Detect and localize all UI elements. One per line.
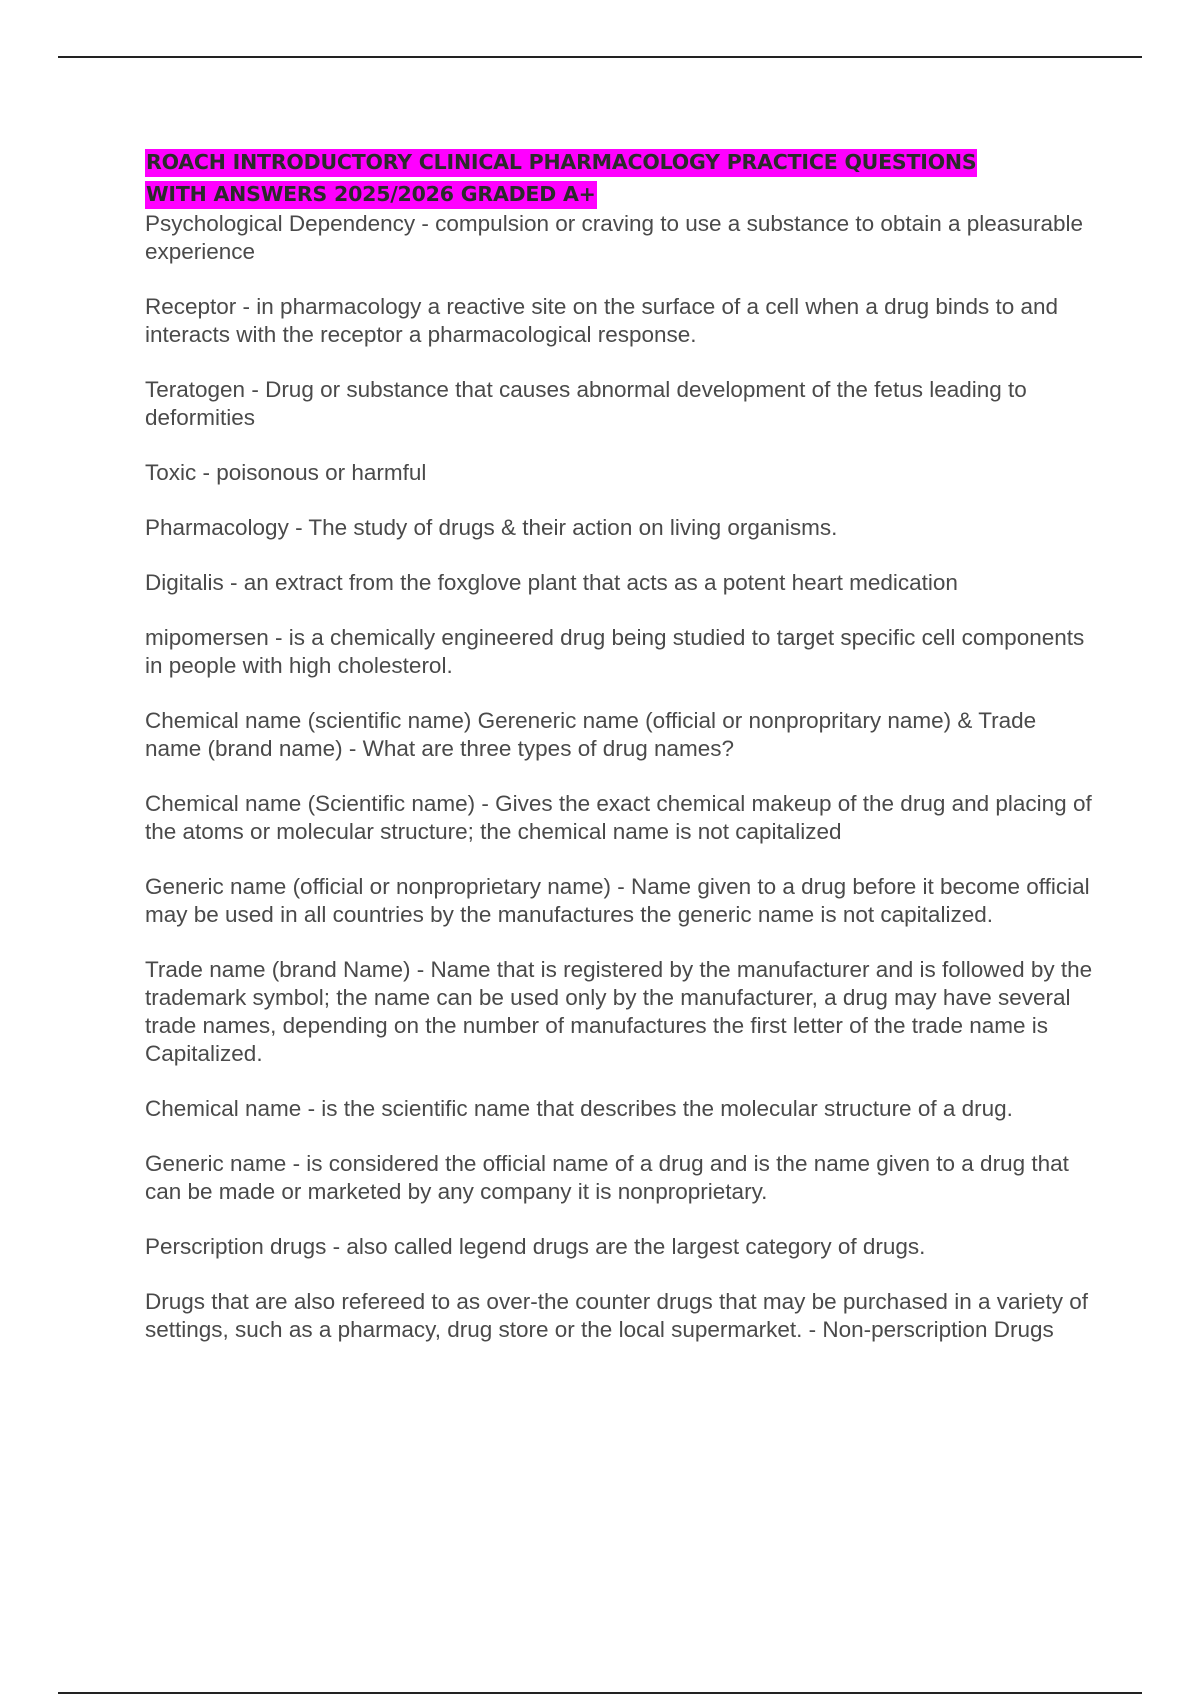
flashcard-entry: Generic name - is considered the official name of a drug and is the name given to a drug that can be made or marketed by any company it is nonproprietary.	[145, 1151, 1069, 1204]
document-body	[145, 146, 1095, 1371]
flashcard-entry: Perscription drugs - also called legend drugs are the largest category of drugs.	[145, 1234, 926, 1259]
flashcard-entry: Pharmacology - The study of drugs & their action on living organisms.	[145, 515, 838, 540]
flashcard-list	[145, 210, 1095, 1344]
flashcard-entry: mipomersen - is a chemically engineered drug being studied to target specific cell components in people with high cholesterol.	[145, 625, 1085, 678]
document-title	[145, 146, 1095, 210]
flashcard-entry: Drugs that are also refereed to as over-the counter drugs that may be purchased in a variety of settings, such as a pharmacy, drug store or the local supermarket. - Non-perscription Drugs	[145, 1289, 1089, 1342]
header-rule	[58, 56, 1142, 58]
flashcard-entry: Psychological Dependency - compulsion or craving to use a substance to obtain a pleasurable experience	[145, 211, 1084, 264]
flashcard-entry: Chemical name (scientific name) Gereneric name (official or nonpropritary name) & Trade name (brand name) - What are three types of drug names?	[145, 708, 1037, 761]
flashcard-entry: Receptor - in pharmacology a reactive site on the surface of a cell when a drug binds to and interacts with the receptor a pharmacological response.	[145, 294, 1059, 347]
footer-rule	[58, 1692, 1142, 1694]
flashcard-entry: Chemical name (Scientific name) - Gives the exact chemical makeup of the drug and placing of the atoms or molecular structure; the chemical name is not capitalized	[145, 791, 1092, 844]
flashcard-entry: Teratogen - Drug or substance that causes abnormal development of the fetus leading to deformities	[145, 377, 1027, 430]
flashcard-entry: Toxic - poisonous or harmful	[145, 460, 427, 485]
title-line-2: WITH ANSWERS 2025/2026 GRADED A+	[145, 181, 597, 209]
title-line-1: ROACH INTRODUCTORY CLINICAL PHARMACOLOGY PRACTICE QUESTIONS	[145, 149, 977, 177]
flashcard-entry: Trade name (brand Name) - Name that is registered by the manufacturer and is followed by the trademark symbol; the name can be used only by the manufacturer, a drug may have several trade names, depending on the number of manufactures the first letter of the trade name is Capitalized.	[145, 957, 1093, 1066]
flashcard-entry: Chemical name - is the scientific name that describes the molecular structure of a drug.	[145, 1096, 1013, 1121]
flashcard-entry: Digitalis - an extract from the foxglove plant that acts as a potent heart medication	[145, 570, 958, 595]
flashcard-entry: Generic name (official or nonproprietary name) - Name given to a drug before it become official may be used in all countries by the manufactures the generic name is not capitalized.	[145, 874, 1090, 927]
